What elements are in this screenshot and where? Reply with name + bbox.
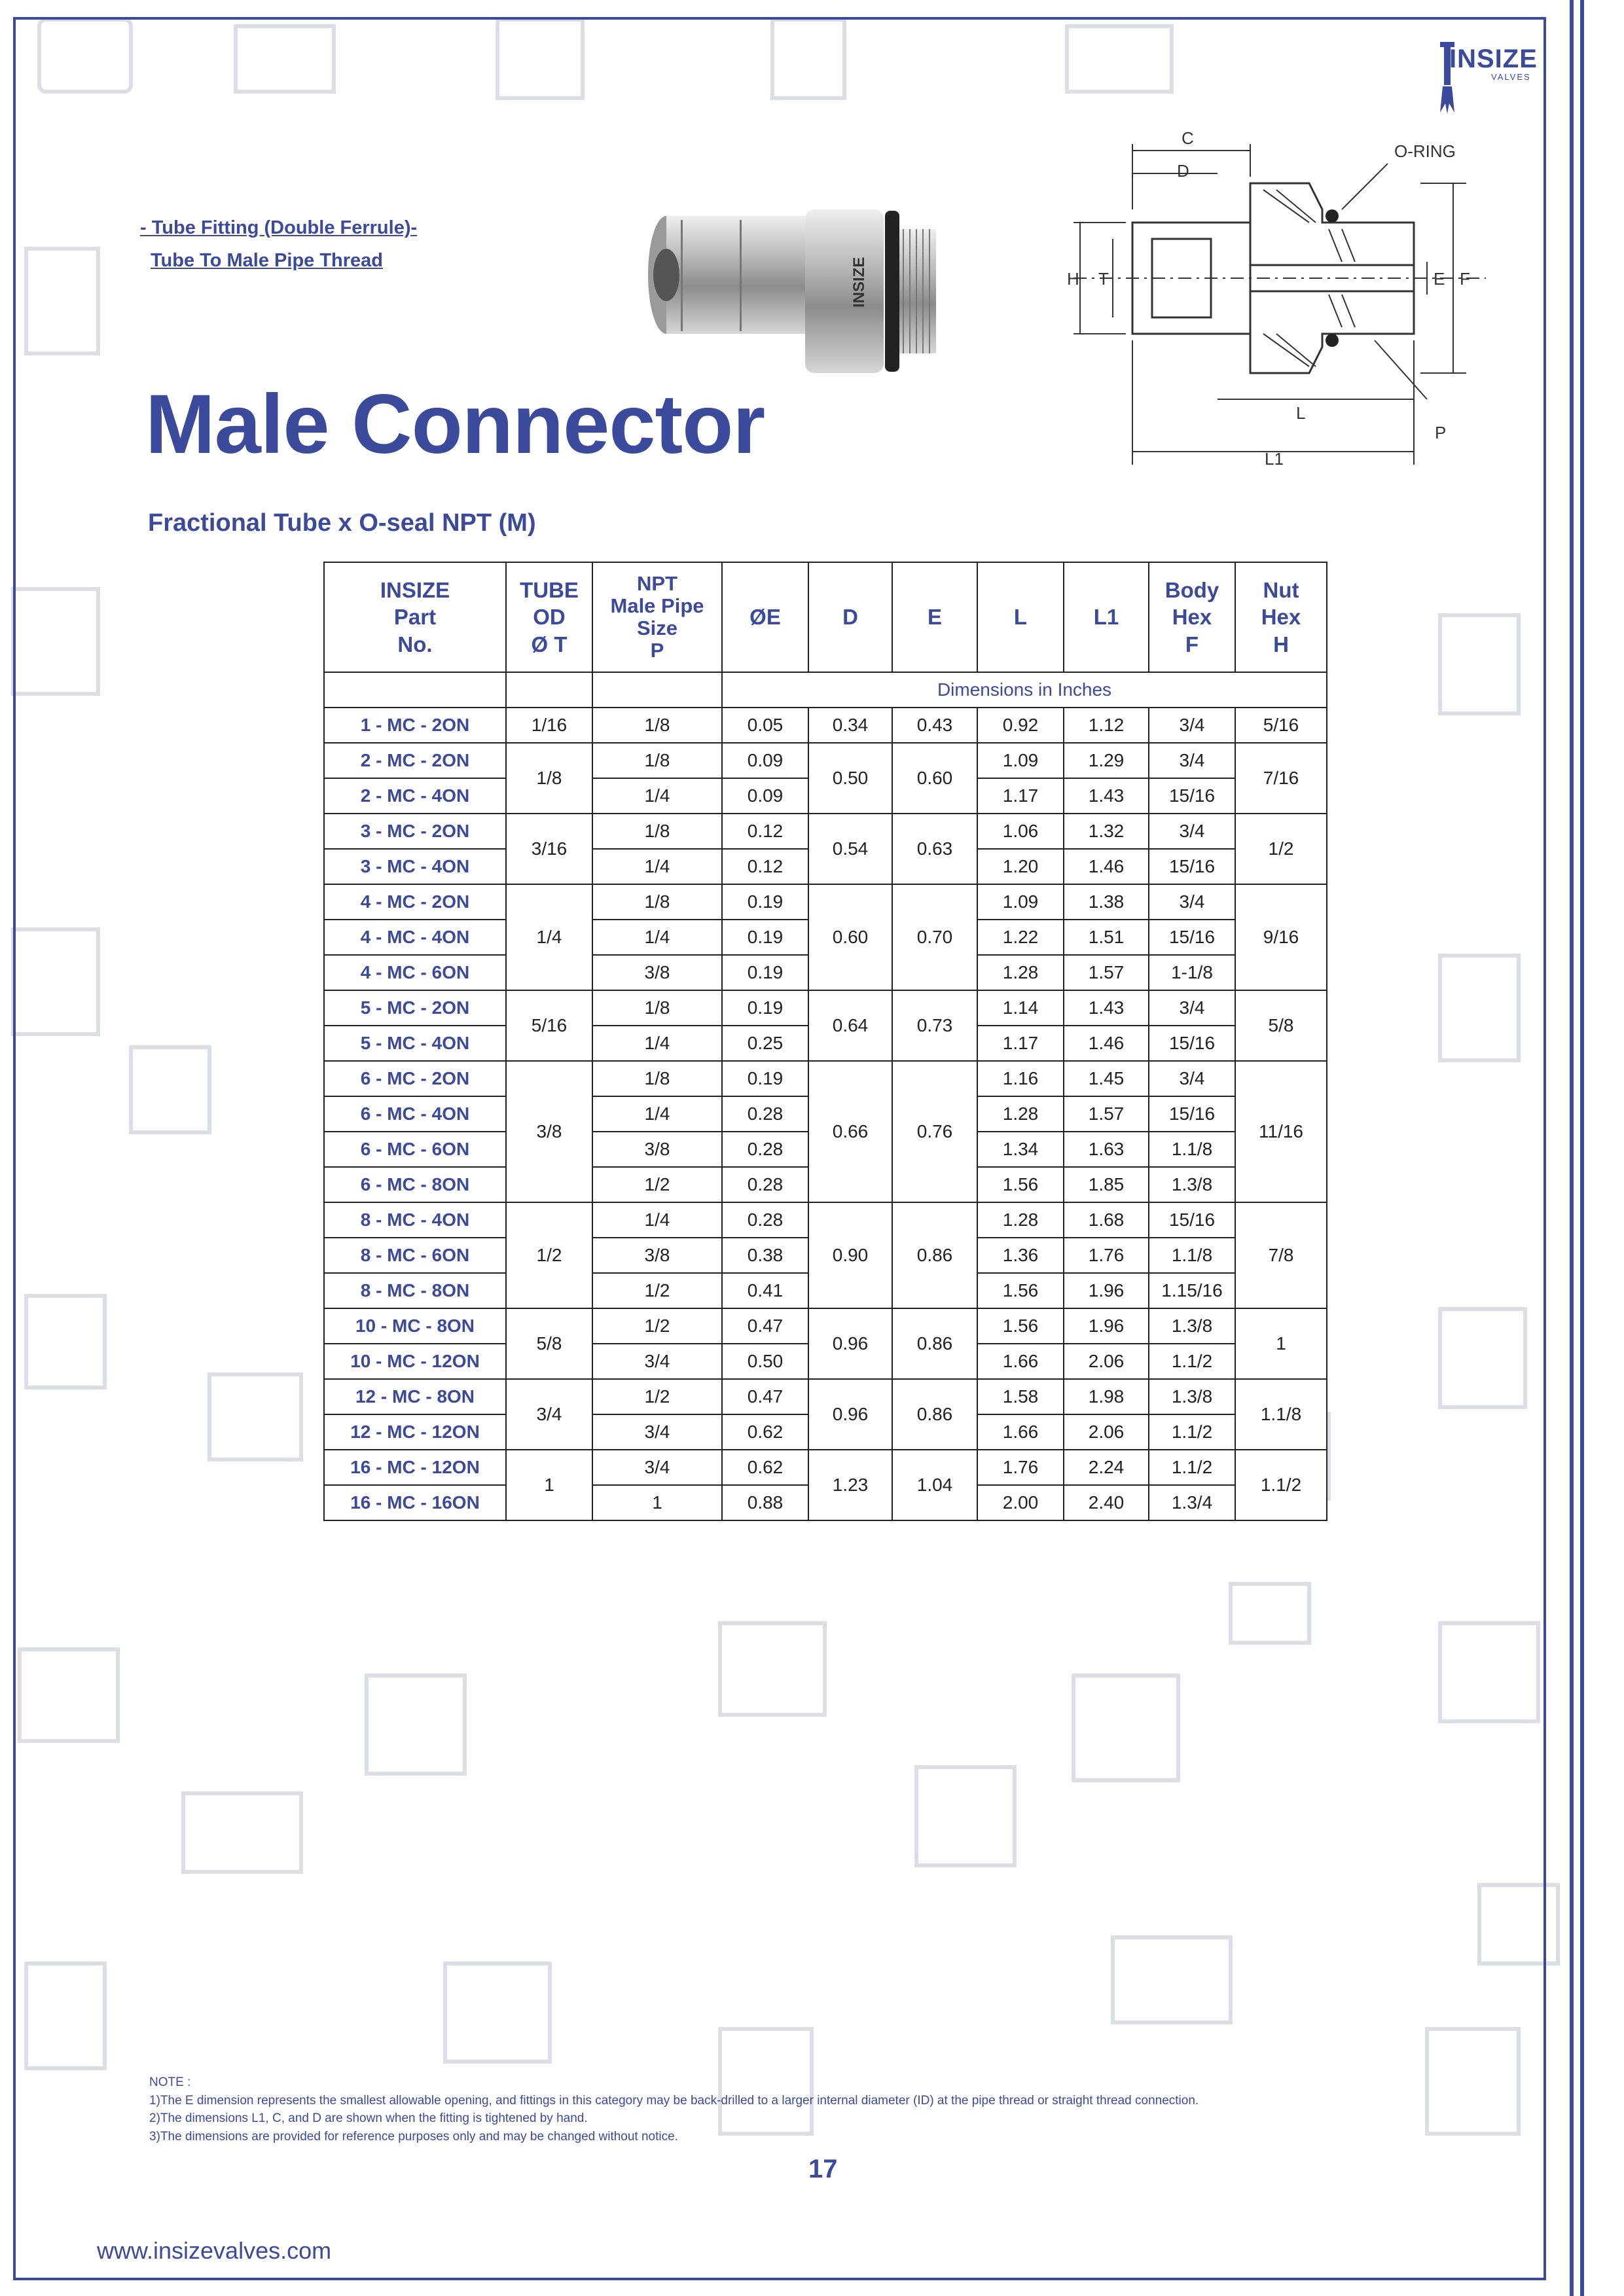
cell-oe: 0.47 <box>722 1379 808 1414</box>
cell-l1: 1.57 <box>1064 1096 1149 1132</box>
cell-part-no: 16 - MC - 16ON <box>324 1485 506 1520</box>
cell-l: 1.14 <box>977 990 1064 1026</box>
cell-oe: 0.38 <box>722 1238 808 1273</box>
cell-l1: 1.12 <box>1064 708 1149 743</box>
cell-part-no: 4 - MC - 4ON <box>324 920 506 955</box>
cell-l1: 1.43 <box>1064 990 1149 1026</box>
cell-l1: 1.96 <box>1064 1308 1149 1344</box>
label-l: L <box>1296 403 1306 423</box>
cell-oe: 0.25 <box>722 1026 808 1061</box>
cell-body-hex: 1.1/2 <box>1149 1344 1235 1379</box>
cell-body-hex: 15/16 <box>1149 920 1235 955</box>
cell-l1: 2.06 <box>1064 1344 1149 1379</box>
cell-l: 1.34 <box>977 1132 1064 1167</box>
cell-l1: 1.38 <box>1064 884 1149 920</box>
cell-l: 1.28 <box>977 955 1064 990</box>
dimension-unit-note: Dimensions in Inches <box>722 672 1327 708</box>
cell-oe: 0.19 <box>722 1061 808 1096</box>
cell-l: 1.06 <box>977 814 1064 849</box>
cell-l: 1.17 <box>977 778 1064 814</box>
cell-part-no: 3 - MC - 4ON <box>324 849 506 884</box>
cell-l: 1.22 <box>977 920 1064 955</box>
cell-d: 0.64 <box>808 990 892 1061</box>
category-line-1: - Tube Fitting (Double Ferrule)- <box>140 217 418 238</box>
cell-e: 0.43 <box>892 708 977 743</box>
table-row <box>324 1061 1327 1096</box>
brand-sub: VALVES <box>1491 72 1531 82</box>
cell-oe: 0.05 <box>722 708 808 743</box>
cell-npt-size: 1/4 <box>592 849 722 884</box>
cell-part-no: 8 - MC - 6ON <box>324 1238 506 1273</box>
label-f: F <box>1460 269 1470 289</box>
table-row <box>324 1202 1327 1238</box>
cell-l: 1.56 <box>977 1308 1064 1344</box>
cell-oe: 0.12 <box>722 849 808 884</box>
cell-npt-size: 3/4 <box>592 1344 722 1379</box>
cell-part-no: 6 - MC - 4ON <box>324 1096 506 1132</box>
cell-body-hex: 1-1/8 <box>1149 955 1235 990</box>
cell-npt-size: 1/8 <box>592 884 722 920</box>
right-edge-bar <box>1570 0 1584 2296</box>
cell-oe: 0.47 <box>722 1308 808 1344</box>
cell-part-no: 3 - MC - 2ON <box>324 814 506 849</box>
cell-l: 1.28 <box>977 1096 1064 1132</box>
cell-body-hex: 3/4 <box>1149 814 1235 849</box>
cell-npt-size: 3/4 <box>592 1450 722 1485</box>
cell-l: 1.28 <box>977 1202 1064 1238</box>
cell-body-hex: 15/16 <box>1149 778 1235 814</box>
cell-l: 1.76 <box>977 1450 1064 1485</box>
cell-oe: 0.62 <box>722 1414 808 1450</box>
cell-body-hex: 15/16 <box>1149 1026 1235 1061</box>
cell-body-hex: 1.1/8 <box>1149 1132 1235 1167</box>
cell-tube-od: 3/4 <box>506 1379 592 1450</box>
cell-tube-od: 1/4 <box>506 884 592 990</box>
cell-oe: 0.41 <box>722 1273 808 1308</box>
cell-body-hex: 1.3/8 <box>1149 1167 1235 1202</box>
cell-tube-od: 3/8 <box>506 1061 592 1202</box>
cell-oe: 0.28 <box>722 1132 808 1167</box>
page-title: Male Connector <box>145 378 765 471</box>
label-oring: O-RING <box>1394 141 1456 161</box>
cell-nut-hex: 9/16 <box>1235 884 1327 990</box>
cell-d: 1.23 <box>808 1450 892 1520</box>
cell-e: 1.04 <box>892 1450 977 1520</box>
cell-l1: 2.24 <box>1064 1450 1149 1485</box>
label-l1: L1 <box>1265 449 1284 469</box>
cell-npt-size: 1/8 <box>592 990 722 1026</box>
cell-e: 0.60 <box>892 743 977 814</box>
cell-npt-size: 3/8 <box>592 955 722 990</box>
cell-body-hex: 3/4 <box>1149 743 1235 778</box>
label-d: D <box>1177 161 1189 181</box>
cell-oe: 0.12 <box>722 814 808 849</box>
cell-l: 2.00 <box>977 1485 1064 1520</box>
notes-heading: NOTE : <box>149 2075 191 2089</box>
cell-l1: 1.32 <box>1064 814 1149 849</box>
table-row <box>324 1450 1327 1485</box>
cell-d: 0.66 <box>808 1061 892 1202</box>
cell-npt-size: 1/8 <box>592 708 722 743</box>
header-tube-od: TUBE OD Ø T <box>506 562 592 672</box>
cell-oe: 0.28 <box>722 1167 808 1202</box>
cell-part-no: 2 - MC - 4ON <box>324 778 506 814</box>
cell-part-no: 10 - MC - 12ON <box>324 1344 506 1379</box>
cell-nut-hex: 11/16 <box>1235 1061 1327 1202</box>
cell-l: 1.36 <box>977 1238 1064 1273</box>
cell-tube-od: 5/16 <box>506 990 592 1061</box>
cell-l1: 2.06 <box>1064 1414 1149 1450</box>
brand-name: INSIZE <box>1449 45 1538 73</box>
cell-nut-hex: 1.1/8 <box>1235 1379 1327 1450</box>
cell-e: 0.86 <box>892 1308 977 1379</box>
page-number: 17 <box>808 2155 838 2183</box>
cell-part-no: 2 - MC - 2ON <box>324 743 506 778</box>
cell-npt-size: 1/4 <box>592 1096 722 1132</box>
cell-nut-hex: 5/16 <box>1235 708 1327 743</box>
cell-part-no: 10 - MC - 8ON <box>324 1308 506 1344</box>
cell-l: 1.09 <box>977 743 1064 778</box>
cell-d: 0.60 <box>808 884 892 990</box>
cell-l: 1.16 <box>977 1061 1064 1096</box>
label-e: E <box>1434 269 1445 289</box>
cell-e: 0.63 <box>892 814 977 884</box>
cell-part-no: 8 - MC - 4ON <box>324 1202 506 1238</box>
cell-body-hex: 1.1/2 <box>1149 1450 1235 1485</box>
cell-body-hex: 1.3/8 <box>1149 1308 1235 1344</box>
technical-drawing <box>1034 124 1506 491</box>
cell-tube-od: 3/16 <box>506 814 592 884</box>
dimension-unit-row <box>324 672 1327 708</box>
cell-oe: 0.28 <box>722 1202 808 1238</box>
cell-npt-size: 1/4 <box>592 920 722 955</box>
cell-tube-od: 5/8 <box>506 1308 592 1379</box>
cell-tube-od: 1/8 <box>506 743 592 814</box>
cell-l1: 1.51 <box>1064 920 1149 955</box>
cell-l: 1.66 <box>977 1344 1064 1379</box>
note-2: 2)The dimensions L1, C, and D are shown when the fitting is tightened by hand. <box>149 2111 588 2126</box>
cell-body-hex: 1.15/16 <box>1149 1273 1235 1308</box>
label-p: P <box>1435 423 1447 442</box>
cell-npt-size: 3/8 <box>592 1132 722 1167</box>
cell-npt-size: 1 <box>592 1485 722 1520</box>
cell-oe: 0.19 <box>722 955 808 990</box>
cell-npt-size: 1/4 <box>592 778 722 814</box>
label-h: H <box>1067 269 1079 289</box>
notes-block <box>149 2073 1199 2145</box>
cell-body-hex: 1.3/4 <box>1149 1485 1235 1520</box>
cell-l: 1.56 <box>977 1167 1064 1202</box>
cell-d: 0.54 <box>808 814 892 884</box>
cell-tube-od: 1 <box>506 1450 592 1520</box>
cell-body-hex: 1.3/8 <box>1149 1379 1235 1414</box>
header-nut-hex: Nut Hex H <box>1235 562 1327 672</box>
cell-body-hex: 15/16 <box>1149 1096 1235 1132</box>
cell-part-no: 4 - MC - 6ON <box>324 955 506 990</box>
cell-l: 1.56 <box>977 1273 1064 1308</box>
cell-npt-size: 1/2 <box>592 1167 722 1202</box>
cell-part-no: 5 - MC - 2ON <box>324 990 506 1026</box>
cell-d: 0.34 <box>808 708 892 743</box>
cell-part-no: 16 - MC - 12ON <box>324 1450 506 1485</box>
cell-e: 0.86 <box>892 1379 977 1450</box>
cell-oe: 0.50 <box>722 1344 808 1379</box>
cell-oe: 0.19 <box>722 884 808 920</box>
cell-tube-od: 1/2 <box>506 1202 592 1308</box>
cell-body-hex: 1.1/2 <box>1149 1414 1235 1450</box>
spec-table <box>323 562 1327 1521</box>
cell-e: 0.70 <box>892 884 977 990</box>
table-row <box>324 1308 1327 1344</box>
header-e: E <box>892 562 977 672</box>
cell-body-hex: 15/16 <box>1149 849 1235 884</box>
cell-npt-size: 1/2 <box>592 1308 722 1344</box>
table-row <box>324 743 1327 778</box>
cell-e: 0.73 <box>892 990 977 1061</box>
spec-table-body <box>324 708 1327 1520</box>
cell-l: 1.66 <box>977 1414 1064 1450</box>
header-part-no: INSIZE Part No. <box>324 562 506 672</box>
cell-body-hex: 3/4 <box>1149 1061 1235 1096</box>
cell-nut-hex: 7/16 <box>1235 743 1327 814</box>
cell-d: 0.90 <box>808 1202 892 1308</box>
cell-l1: 1.46 <box>1064 1026 1149 1061</box>
page-subtitle: Fractional Tube x O-seal NPT (M) <box>148 509 536 537</box>
cell-nut-hex: 1/2 <box>1235 814 1327 884</box>
cell-nut-hex: 5/8 <box>1235 990 1327 1061</box>
cell-oe: 0.19 <box>722 920 808 955</box>
cell-l1: 1.85 <box>1064 1167 1149 1202</box>
cell-oe: 0.28 <box>722 1096 808 1132</box>
cell-nut-hex: 1 <box>1235 1308 1327 1379</box>
header-l: L <box>977 562 1064 672</box>
cell-part-no: 6 - MC - 2ON <box>324 1061 506 1096</box>
cell-npt-size: 3/8 <box>592 1238 722 1273</box>
cell-d: 0.96 <box>808 1308 892 1379</box>
cell-part-no: 4 - MC - 2ON <box>324 884 506 920</box>
label-t: T <box>1098 269 1109 289</box>
cell-npt-size: 1/2 <box>592 1379 722 1414</box>
cell-part-no: 5 - MC - 4ON <box>324 1026 506 1061</box>
header-body-hex: Body Hex F <box>1149 562 1235 672</box>
cell-body-hex: 3/4 <box>1149 708 1235 743</box>
table-row <box>324 884 1327 920</box>
cell-e: 0.86 <box>892 1202 977 1308</box>
cell-part-no: 1 - MC - 2ON <box>324 708 506 743</box>
cell-part-no: 12 - MC - 12ON <box>324 1414 506 1450</box>
cell-nut-hex: 7/8 <box>1235 1202 1327 1308</box>
cell-l: 1.17 <box>977 1026 1064 1061</box>
cell-npt-size: 1/4 <box>592 1026 722 1061</box>
cell-nut-hex: 1.1/2 <box>1235 1450 1327 1520</box>
note-3: 3)The dimensions are provided for reference purposes only and may be changed without notice. <box>149 2129 678 2144</box>
product-engraving: INSIZE <box>850 257 868 308</box>
cell-l1: 1.45 <box>1064 1061 1149 1096</box>
table-row <box>324 814 1327 849</box>
cell-d: 0.50 <box>808 743 892 814</box>
header-npt: NPT Male Pipe Size P <box>592 562 722 672</box>
cell-npt-size: 1/8 <box>592 1061 722 1096</box>
cell-tube-od: 1/16 <box>506 708 592 743</box>
cell-npt-size: 1/8 <box>592 743 722 778</box>
cell-oe: 0.09 <box>722 743 808 778</box>
cell-body-hex: 3/4 <box>1149 884 1235 920</box>
label-c: C <box>1182 128 1194 148</box>
cell-l1: 1.96 <box>1064 1273 1149 1308</box>
cell-l: 1.58 <box>977 1379 1064 1414</box>
cell-part-no: 6 - MC - 6ON <box>324 1132 506 1167</box>
cell-part-no: 8 - MC - 8ON <box>324 1273 506 1308</box>
cell-oe: 0.19 <box>722 990 808 1026</box>
cell-l1: 1.29 <box>1064 743 1149 778</box>
cell-l: 1.20 <box>977 849 1064 884</box>
table-row <box>324 708 1327 743</box>
cell-oe: 0.88 <box>722 1485 808 1520</box>
cell-l1: 1.43 <box>1064 778 1149 814</box>
website-link[interactable]: www.insizevalves.com <box>97 2237 332 2264</box>
cell-l1: 1.76 <box>1064 1238 1149 1273</box>
note-1: 1)The E dimension represents the smallest allowable opening, and fittings in this category may be back-drilled to a larger internal diameter (ID) at the pipe thread or straight thread connection. <box>149 2093 1199 2108</box>
cell-l1: 1.63 <box>1064 1132 1149 1167</box>
cell-npt-size: 3/4 <box>592 1414 722 1450</box>
cell-l: 0.92 <box>977 708 1064 743</box>
cell-npt-size: 1/4 <box>592 1202 722 1238</box>
cell-body-hex: 15/16 <box>1149 1202 1235 1238</box>
table-row <box>324 990 1327 1026</box>
header-l1: L1 <box>1064 562 1149 672</box>
cell-d: 0.96 <box>808 1379 892 1450</box>
cell-body-hex: 1.1/8 <box>1149 1238 1235 1273</box>
cell-l1: 2.40 <box>1064 1485 1149 1520</box>
cell-npt-size: 1/2 <box>592 1273 722 1308</box>
cell-l1: 1.68 <box>1064 1202 1149 1238</box>
cell-npt-size: 1/8 <box>592 814 722 849</box>
cell-part-no: 12 - MC - 8ON <box>324 1379 506 1414</box>
cell-part-no: 6 - MC - 8ON <box>324 1167 506 1202</box>
table-header-row <box>324 562 1327 672</box>
cell-l1: 1.57 <box>1064 955 1149 990</box>
header-d: D <box>808 562 892 672</box>
table-row <box>324 1379 1327 1414</box>
cell-e: 0.76 <box>892 1061 977 1202</box>
category-line-2: Tube To Male Pipe Thread <box>151 250 384 271</box>
cell-oe: 0.09 <box>722 778 808 814</box>
cell-l1: 1.98 <box>1064 1379 1149 1414</box>
cell-l1: 1.46 <box>1064 849 1149 884</box>
cell-oe: 0.62 <box>722 1450 808 1485</box>
cell-body-hex: 3/4 <box>1149 990 1235 1026</box>
header-oe: ØE <box>722 562 808 672</box>
cell-l: 1.09 <box>977 884 1064 920</box>
